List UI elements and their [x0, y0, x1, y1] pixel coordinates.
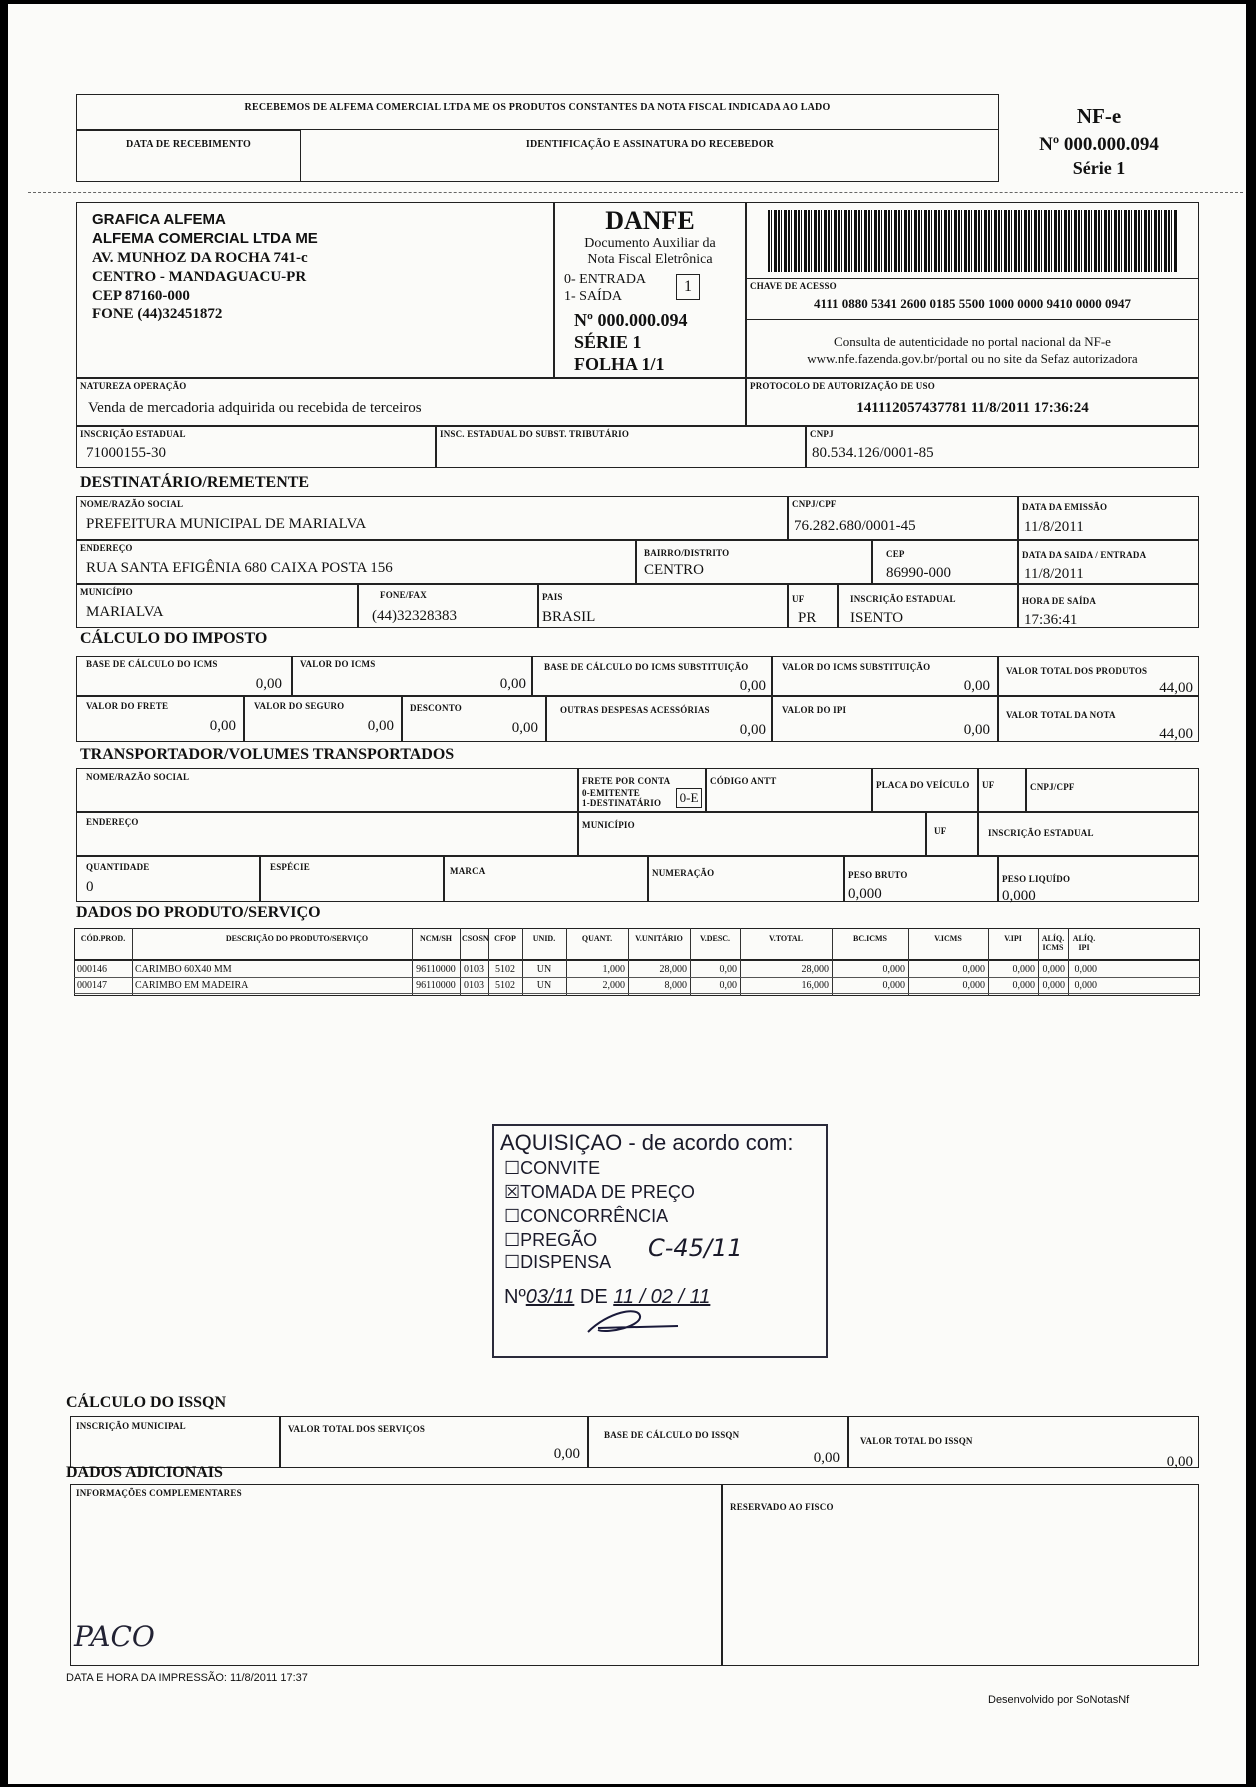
transport-section-title: TRANSPORTADOR/VOLUMES TRANSPORTADOS [80, 746, 455, 763]
table-row-line [74, 993, 1200, 994]
exit-date: 11/8/2011 [1024, 566, 1084, 582]
products-cell: 28,000 [659, 964, 687, 975]
products-cell: 0,000 [962, 964, 985, 975]
products-cell: 0,000 [962, 980, 985, 991]
carrier-address-box [76, 812, 578, 856]
additional-section-title: DADOS ADICIONAIS [66, 1464, 223, 1481]
products-cell: 5102 [495, 980, 515, 991]
products-header-9: V.TOTAL [768, 934, 803, 943]
recipient-uf: PR [798, 610, 817, 626]
recipient-address: RUA SANTA EFIGÊNIA 680 CAIXA POSTA 156 [86, 560, 393, 576]
danfe-document [8, 4, 1246, 1784]
stamp-option-dispensa: ☐DISPENSA [504, 1252, 612, 1272]
products-cell: CARIMBO EM MADEIRA [135, 980, 249, 991]
recipient-cnpj: 76.282.680/0001-45 [794, 518, 916, 534]
products-col-divider [908, 928, 909, 996]
receipt-title: RECEBEMOS DE ALFEMA COMERCIAL LTDA ME OS PRODUTOS CONSTANTES DA NOTA FISCAL INDICADA AO LADO [244, 102, 831, 113]
recipient-ie-label: INSCRIÇÃO ESTADUAL [850, 594, 956, 604]
issqn-section-title: CÁLCULO DO ISSQN [66, 1394, 227, 1411]
invoice-total-label: VALOR TOTAL DA NOTA [1006, 710, 1116, 720]
carrier-name-label: NOME/RAZÃO SOCIAL [86, 772, 190, 782]
species-label: ESPÉCIE [270, 862, 310, 872]
plate-box [872, 768, 978, 812]
issqn-total: 0,00 [1166, 1454, 1193, 1470]
nfe-number: Nº 000.000.094 [1039, 134, 1159, 155]
numbering-box [648, 856, 844, 902]
products-cell: 8,000 [664, 980, 687, 991]
products-total-label: VALOR TOTAL DOS PRODUTOS [1006, 666, 1148, 676]
issqn-base: 0,00 [813, 1450, 840, 1466]
icms-value: 0,00 [499, 676, 526, 692]
products-cell: 16,000 [801, 980, 829, 991]
net-weight: 0,000 [1002, 888, 1036, 904]
products-cell: 96110000 [416, 980, 456, 991]
gross-weight-label: PESO BRUTO [848, 870, 908, 880]
initials-handwritten: PACO [74, 1620, 155, 1653]
emitter-phone: FONE (44)32451872 [92, 306, 223, 322]
emitter-company-name: ALFEMA COMERCIAL LTDA ME [92, 230, 318, 247]
products-header-6: QUANT. [581, 934, 613, 943]
products-col-divider [690, 928, 691, 996]
products-cell: 2,000 [602, 980, 625, 991]
products-col-divider [1068, 928, 1069, 996]
products-cell: 0,000 [1074, 964, 1097, 975]
services-total-label: VALOR TOTAL DOS SERVIÇOS [288, 1424, 426, 1434]
products-header-3: CSOSN [462, 934, 489, 943]
cut-line [28, 192, 1243, 193]
invoice-total: 44,00 [1159, 726, 1193, 742]
fisco-label: RESERVADO AO FISCO [730, 1502, 834, 1512]
ie-value: 71000155-30 [86, 445, 166, 461]
developer-credit: Desenvolvido por SoNotasNf [988, 1694, 1130, 1706]
danfe-folha: FOLHA 1/1 [574, 354, 665, 374]
products-col-divider [988, 928, 989, 996]
icms-st-base-label: BASE DE CÁLCULO DO ICMS SUBSTITUIÇÃO [544, 662, 749, 672]
stamp-option-tomada: ☒TOMADA DE PREÇO [504, 1182, 695, 1202]
stamp-option-concorrencia: ☐CONCORRÊNCIA [504, 1206, 669, 1226]
exit-date-label: DATA DA SAIDA / ENTRADA [1022, 550, 1147, 560]
freight: 0,00 [209, 718, 236, 734]
brand-box [444, 856, 648, 902]
products-cell: 0,000 [1074, 980, 1097, 991]
stamp-option-convite: ☐CONVITE [504, 1158, 601, 1178]
nfe-series: Série 1 [1072, 158, 1126, 178]
emitter-city: CENTRO - MANDAGUACU-PR [92, 269, 307, 285]
products-cell: 0103 [464, 964, 484, 975]
carrier-cnpj-label: CNPJ/CPF [1030, 782, 1075, 792]
products-header-11: V.ICMS [934, 934, 962, 943]
recipient-cep-label: CEP [886, 549, 905, 559]
recipient-uf-label: UF [792, 594, 805, 604]
print-datetime: DATA E HORA DA IMPRESSÃO: 11/8/2011 17:37 [66, 1672, 308, 1684]
products-col-divider [132, 928, 133, 996]
products-cell: 0,000 [1012, 980, 1035, 991]
products-col-divider [832, 928, 833, 996]
products-cell: UN [536, 980, 552, 991]
products-cell: 000146 [77, 964, 107, 975]
municipal-ie-label: INSCRIÇÃO MUNICIPAL [76, 1421, 186, 1431]
net-weight-label: PESO LIQUÍDO [1002, 874, 1071, 884]
antt-label: CÓDIGO ANTT [710, 776, 777, 786]
products-cell: 0,000 [1042, 964, 1065, 975]
stamp-handwritten-ref: C-45/11 [648, 1234, 743, 1262]
discount: 0,00 [511, 720, 538, 736]
access-key-value: 4111 0880 5341 2600 0185 5500 1000 0000 9410 0000 0947 [813, 296, 1132, 311]
products-header-8: V.DESC. [699, 934, 731, 943]
stamp-title: AQUISIÇAO - de acordo com: [500, 1130, 794, 1155]
emission-date: 11/8/2011 [1024, 519, 1084, 535]
carrier-ie-label: INSCRIÇÃO ESTADUAL [988, 828, 1094, 838]
recipient-city-label: MUNICÍPIO [80, 587, 133, 597]
stamp-date-value: 11 / 02 / 11 [613, 1286, 711, 1308]
icms-st-base: 0,00 [739, 678, 766, 694]
carrier-city-box [578, 812, 926, 856]
receipt-signature-label: IDENTIFICAÇÃO E ASSINATURA DO RECEBEDOR [525, 139, 775, 150]
products-header-4: CFOP [494, 934, 516, 943]
products-header-10: BC.ICMS [852, 934, 887, 943]
products-header-7: V.UNITÁRIO [635, 934, 683, 943]
emitter-address: AV. MUNHOZ DA ROCHA 741-c [92, 250, 308, 266]
products-header-1: DESCRIÇÃO DO PRODUTO/SERVIÇO [225, 934, 369, 943]
cnpj-value: 80.534.126/0001-85 [812, 445, 934, 461]
protocol-label: PROTOCOLO DE AUTORIZAÇÃO DE USO [750, 381, 935, 391]
products-col-divider [740, 928, 741, 996]
complementary-info-box [70, 1484, 722, 1666]
carrier-uf2-label: UF [934, 826, 947, 836]
insurance: 0,00 [367, 718, 394, 734]
access-key-label: CHAVE DE ACESSO [750, 281, 837, 291]
products-cell: 0103 [464, 980, 484, 991]
recipient-section-title: DESTINATÁRIO/REMETENTE [80, 474, 310, 491]
products-header-13: ALÍQ. ICMS [1041, 934, 1065, 952]
icms-base-label: BASE DE CÁLCULO DO ICMS [86, 659, 218, 669]
products-cell: 96110000 [416, 964, 456, 975]
emission-date-label: DATA DA EMISSÃO [1022, 502, 1108, 512]
danfe-serie: SÉRIE 1 [574, 332, 642, 352]
danfe-title: DANFE [605, 206, 695, 235]
stamp-de-label: DE [579, 1286, 608, 1308]
table-row-line [74, 977, 1200, 978]
recipient-name-label: NOME/RAZÃO SOCIAL [80, 499, 184, 509]
ipi-label: VALOR DO IPI [782, 705, 847, 715]
plate-label: PLACA DO VEÍCULO [876, 780, 970, 790]
recipient-phone-label: FONE/FAX [380, 590, 427, 600]
antt-box [706, 768, 872, 812]
carrier-city-label: MUNICÍPIO [582, 820, 635, 830]
products-col-divider [522, 928, 523, 996]
recipient-cnpj-label: CNPJ/CPF [792, 499, 837, 509]
products-col-divider [460, 928, 461, 996]
icms-st-value-label: VALOR DO ICMS SUBSTITUIÇÃO [782, 662, 931, 672]
recipient-address-label: ENDEREÇO [80, 543, 133, 553]
other-expenses-label: OUTRAS DESPESAS ACESSÓRIAS [560, 705, 710, 715]
emitter-trade-name: GRAFICA ALFEMA [92, 211, 226, 228]
consult-line-2: www.nfe.fazenda.gov.br/portal ou no site da Sefaz autorizadora [807, 351, 1138, 366]
complementary-info-label: INFORMAÇÕES COMPLEMENTARES [76, 1488, 242, 1498]
recipient-district-label: BAIRRO/DISTRITO [644, 548, 730, 558]
ie-st-label: INSC. ESTADUAL DO SUBST. TRIBUTÁRIO [440, 429, 630, 439]
stamp-no-label: Nº [504, 1286, 526, 1308]
products-col-divider [628, 928, 629, 996]
products-section-title: DADOS DO PRODUTO/SERVIÇO [76, 904, 321, 921]
carrier-uf-label: UF [982, 780, 995, 790]
products-cell: 1,000 [602, 964, 625, 975]
products-col-divider [488, 928, 489, 996]
natureza-value: Venda de mercadoria adquirida ou recebida de terceiros [88, 400, 422, 416]
danfe-subtitle-2: Nota Fiscal Eletrônica [587, 252, 713, 267]
gross-weight: 0,000 [848, 886, 882, 902]
products-header-5: UNID. [532, 934, 556, 943]
ie-label: INSCRIÇÃO ESTADUAL [80, 429, 186, 439]
products-cell: 0,000 [882, 980, 905, 991]
freight-payer-option-0: 0-EMITENTE [582, 788, 641, 798]
natureza-label: NATUREZA OPERAÇÃO [80, 381, 187, 391]
products-cell: 000147 [77, 980, 107, 991]
carrier-address-label: ENDEREÇO [86, 817, 139, 827]
discount-label: DESCONTO [410, 703, 462, 713]
products-cell: 5102 [495, 964, 515, 975]
services-total: 0,00 [553, 1446, 580, 1462]
products-cell: UN [536, 964, 552, 975]
products-cell: 0,00 [719, 964, 737, 975]
icms-value-label: VALOR DO ICMS [300, 659, 376, 669]
stamp-signature [578, 1304, 688, 1344]
barcode [768, 210, 1178, 272]
products-cell: 0,000 [1012, 964, 1035, 975]
products-col-divider [566, 928, 567, 996]
products-table [74, 928, 1200, 996]
issqn-base-label: BASE DE CÁLCULO DO ISSQN [604, 1430, 740, 1440]
quantity: 0 [86, 879, 94, 895]
stamp-no-value: 03/11 [525, 1286, 575, 1308]
tax-section-title: CÁLCULO DO IMPOSTO [80, 630, 268, 647]
carrier-uf-box [978, 768, 1026, 812]
recipient-phone: (44)32328383 [372, 608, 457, 624]
cnpj-label: CNPJ [810, 429, 834, 439]
products-cell: CARIMBO 60X40 MM [135, 964, 232, 975]
exit-time: 17:36:41 [1024, 612, 1078, 628]
danfe-type-box: 1 [676, 274, 700, 300]
consult-line-1: Consulta de autenticidade no portal nacional da NF-e [834, 334, 1111, 349]
freight-payer-option-1: 1-DESTINATÁRIO [582, 798, 662, 808]
exit-time-label: HORA DE SAÍDA [1022, 596, 1097, 606]
danfe-entrada: 0- ENTRADA [564, 272, 647, 287]
receipt-date-label: DATA DE RECEBIMENTO [126, 139, 251, 150]
emitter-cep: CEP 87160-000 [92, 288, 190, 304]
danfe-subtitle-1: Documento Auxiliar da [584, 236, 716, 251]
products-cell: 28,000 [801, 964, 829, 975]
quantity-label: QUANTIDADE [86, 862, 150, 872]
products-header-0: CÓD.PROD. [80, 934, 126, 943]
danfe-number: Nº 000.000.094 [574, 310, 688, 330]
brand-label: MARCA [450, 866, 486, 876]
numbering-label: NUMERAÇÃO [652, 868, 715, 878]
protocol-value: 141112057437781 11/8/2011 17:36:24 [856, 400, 1089, 416]
freight-payer-value: 0-E [676, 788, 702, 808]
freight-payer-label: FRETE POR CONTA [582, 776, 671, 786]
recipient-country-label: PAIS [542, 592, 563, 602]
products-header-12: V.IPI [1004, 934, 1022, 943]
recipient-cep: 86990-000 [886, 565, 951, 581]
products-cell: 0,000 [1042, 980, 1065, 991]
icms-base: 0,00 [255, 676, 282, 692]
danfe-saida: 1- SAÍDA [564, 289, 622, 304]
icms-st-value: 0,00 [963, 678, 990, 694]
freight-label: VALOR DO FRETE [86, 701, 169, 711]
products-col-divider [1038, 928, 1039, 996]
stamp-option-pregao: ☐PREGÃO [504, 1230, 598, 1250]
insurance-label: VALOR DO SEGURO [254, 701, 345, 711]
products-cell: 0,000 [882, 964, 905, 975]
products-header-2: NCM/SH [420, 934, 452, 943]
products-header-14: ALÍQ. IPI [1072, 934, 1096, 952]
issqn-total-label: VALOR TOTAL DO ISSQN [860, 1436, 973, 1446]
other-expenses: 0,00 [739, 722, 766, 738]
products-cell: 0,00 [719, 980, 737, 991]
recipient-name: PREFEITURA MUNICIPAL DE MARIALVA [86, 516, 367, 532]
recipient-country: BRASIL [542, 609, 596, 625]
products-total: 44,00 [1159, 680, 1193, 696]
ipi: 0,00 [963, 722, 990, 738]
recipient-city: MARIALVA [86, 604, 164, 620]
receipt-date-box [76, 130, 301, 182]
nfe-title: NF-e [1076, 104, 1122, 128]
recipient-ie: ISENTO [850, 610, 904, 626]
recipient-district: CENTRO [644, 562, 704, 578]
